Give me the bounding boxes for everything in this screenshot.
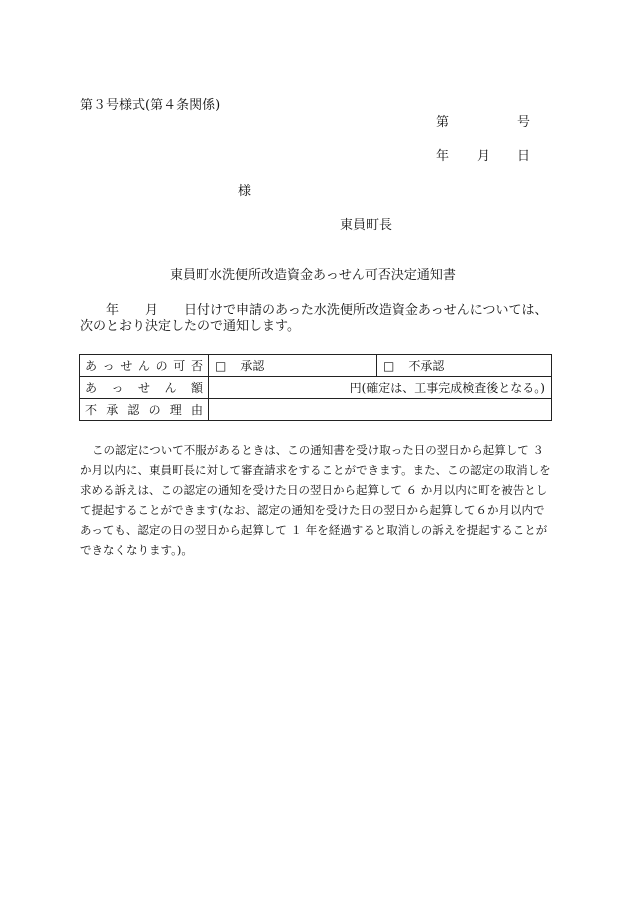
approve-option[interactable] bbox=[209, 355, 377, 377]
label-char: 額 bbox=[190, 380, 203, 395]
label-char: 不 bbox=[85, 402, 98, 417]
amount-row bbox=[80, 377, 552, 399]
document-number-prefix: 第 bbox=[436, 115, 450, 130]
notice-line: 求める訴えは、この認定の通知を受けた日の翌日から起算して ６ か月以内に町を被告とし bbox=[80, 483, 548, 497]
document-number-suffix: 号 bbox=[517, 115, 531, 130]
amount-row-label bbox=[80, 377, 209, 399]
label-char: っ bbox=[111, 380, 124, 395]
label-char: せ bbox=[120, 358, 133, 373]
reject-checkbox[interactable]: □ bbox=[383, 358, 395, 373]
intro-line-1-rest: 日付けで申請のあった水洗便所改造資金あっせんについては、 bbox=[184, 303, 548, 318]
decision-table bbox=[79, 354, 552, 421]
label-char: あ bbox=[85, 380, 98, 395]
label-char: っ bbox=[102, 358, 115, 373]
notice-line: か月以内に、東員町長に対して審査請求をすることができます。また、この認定の取消しを bbox=[80, 463, 551, 477]
notice-line: できなくなります。)。 bbox=[80, 543, 193, 557]
amount-field[interactable]: 円(確定は、工事完成検査後となる。) bbox=[209, 377, 552, 399]
date-year: 年 bbox=[436, 149, 450, 164]
label-char: ん bbox=[164, 380, 177, 395]
intro-month: 月 bbox=[145, 303, 159, 318]
reason-row bbox=[80, 399, 552, 421]
intro-year: 年 bbox=[106, 303, 120, 318]
appeal-notice bbox=[80, 440, 560, 560]
label-char: の bbox=[155, 358, 168, 373]
date-month: 月 bbox=[477, 149, 491, 164]
label-char: ん bbox=[137, 358, 150, 373]
issuer-name: 東員町長 bbox=[340, 218, 393, 233]
approve-checkbox[interactable]: □ bbox=[215, 358, 227, 373]
intro-line-1 bbox=[80, 303, 560, 319]
document-title: 東員町水洗便所改造資金あっせん可否決定通知書 bbox=[170, 268, 456, 283]
label-char: 由 bbox=[190, 402, 203, 417]
intro-line-2: 次のとおり決定したので通知します。 bbox=[80, 319, 300, 334]
label-char: の bbox=[148, 402, 161, 417]
label-char: あ bbox=[85, 358, 98, 373]
notice-line: この認定について不服があるときは、この通知書を受け取った日の翌日から起算して ３ bbox=[92, 443, 544, 457]
reject-label: 不承認 bbox=[408, 358, 445, 373]
intro-paragraph bbox=[80, 303, 560, 335]
label-char: 否 bbox=[190, 358, 203, 373]
approve-label: 承認 bbox=[240, 358, 265, 373]
label-char: 承 bbox=[106, 402, 119, 417]
label-char: 可 bbox=[173, 358, 186, 373]
date-day: 日 bbox=[517, 149, 531, 164]
label-char: 理 bbox=[169, 402, 182, 417]
notice-line: て提起することができます(なお、認定の通知を受けた日の翌日から起算して６か月以内で bbox=[80, 503, 545, 517]
reason-row-label bbox=[80, 399, 209, 421]
reason-field[interactable] bbox=[209, 399, 552, 421]
form-number: 第３号様式(第４条関係) bbox=[80, 98, 221, 113]
reject-option[interactable] bbox=[377, 355, 552, 377]
notice-line: あっても、認定の日の翌日から起算して １ 年を経過すると取消しの訴えを提起することが bbox=[80, 523, 548, 537]
approval-row bbox=[80, 355, 552, 377]
label-char: せ bbox=[137, 380, 150, 395]
approval-row-label bbox=[80, 355, 209, 377]
label-char: 認 bbox=[127, 402, 140, 417]
addressee-suffix: 様 bbox=[238, 184, 252, 199]
